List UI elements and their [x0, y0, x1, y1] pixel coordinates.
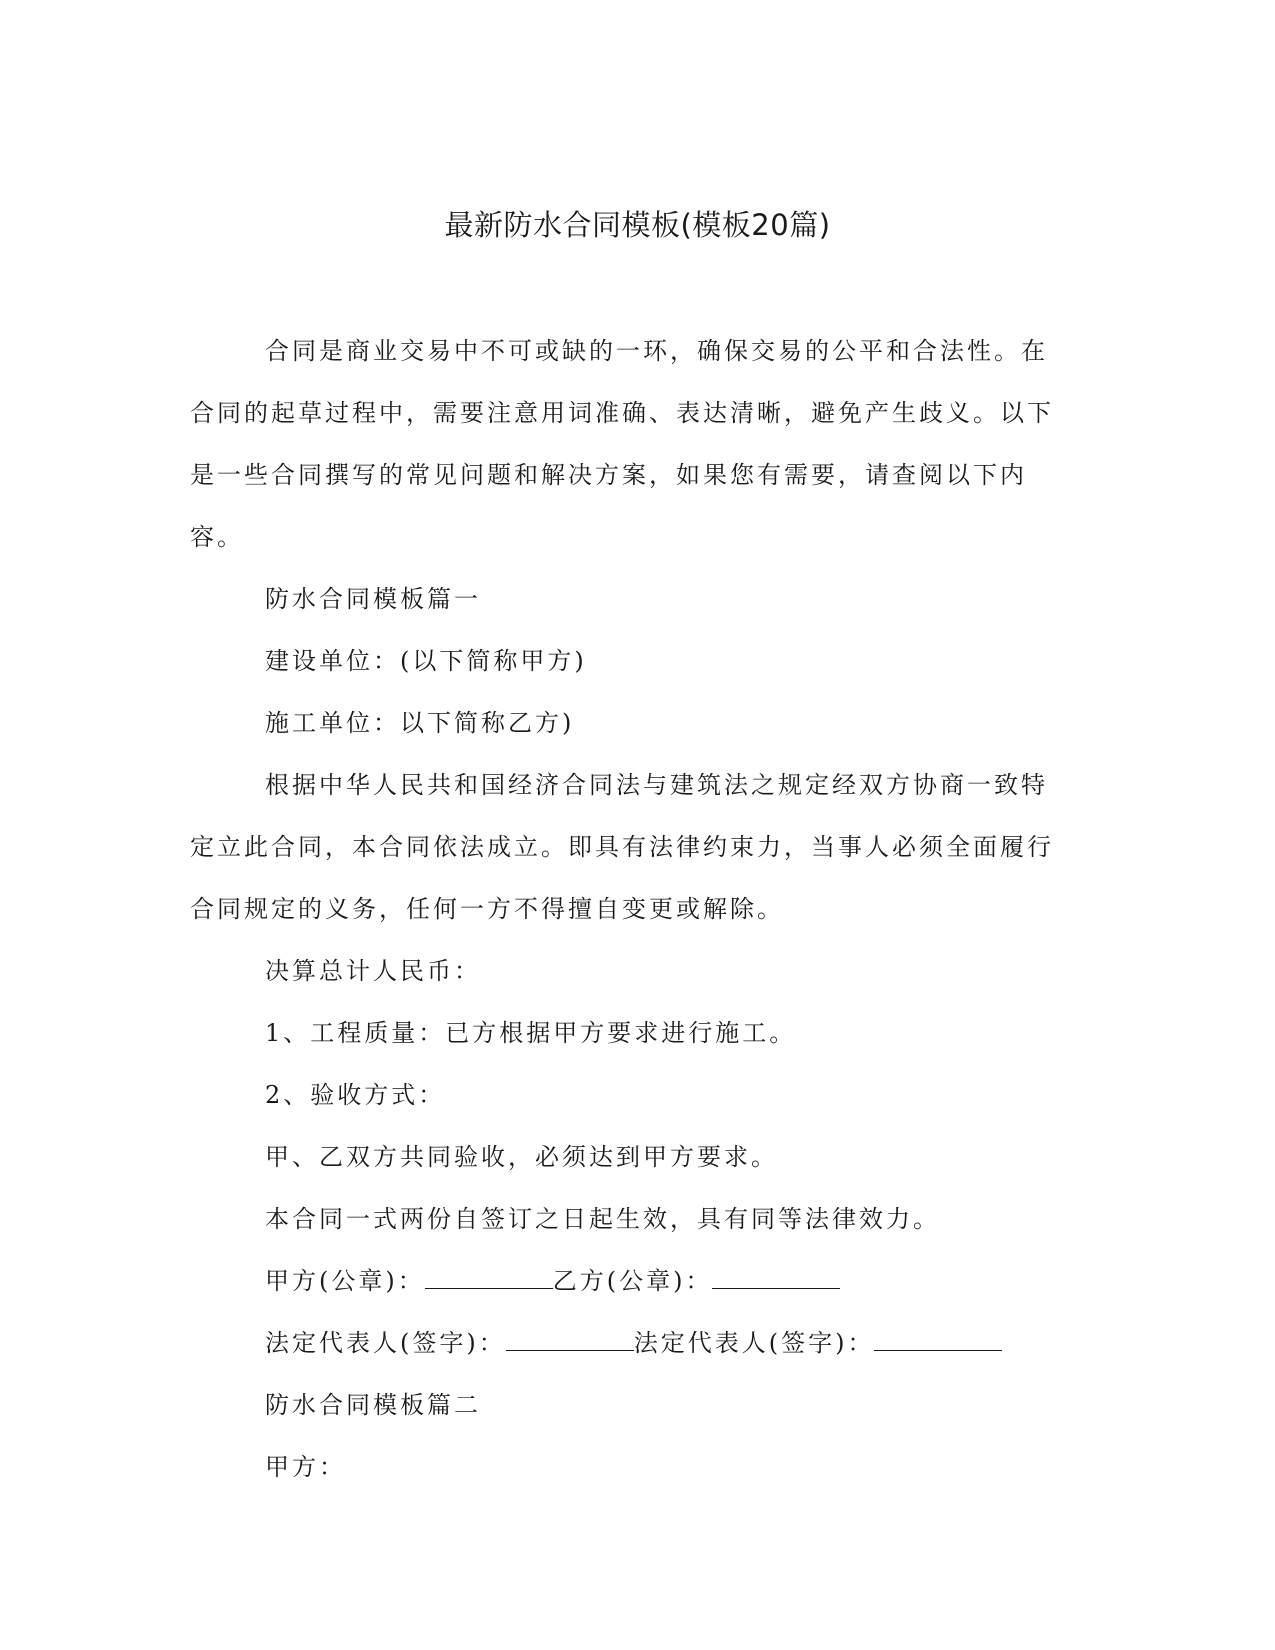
- representative-line: [190, 1312, 1070, 1374]
- party-b-seal-blank: [712, 1266, 840, 1289]
- party-a-seal-blank: [425, 1266, 553, 1289]
- party-b-rep-label: 法定代表人(签字)：: [633, 1329, 875, 1357]
- seal-line: [190, 1250, 1070, 1312]
- contractor-line: 施工单位：以下简称乙方): [265, 709, 575, 737]
- party-a-rep-label: 法定代表人(签字)：: [265, 1329, 506, 1357]
- builder-line: 建设单位：(以下简称甲方): [265, 647, 587, 675]
- party-a-seal-label: 甲方(公章)：: [265, 1267, 425, 1295]
- quality-item: 1、工程质量：已方根据甲方要求进行施工。: [265, 1019, 797, 1047]
- section-heading: 防水合同模板篇二: [265, 1391, 481, 1419]
- section-heading: 防水合同模板篇一: [265, 585, 481, 613]
- acceptance-text: 甲、乙双方共同验收，必须达到甲方要求。: [265, 1143, 778, 1171]
- party-a-rep-blank: [506, 1328, 634, 1351]
- effect-text: 本合同一式两份自签订之日起生效，具有同等法律效力。: [265, 1205, 940, 1233]
- document-title: 最新防水合同模板(模板20篇): [444, 208, 831, 242]
- party-a-line: 甲方：: [265, 1453, 346, 1481]
- party-b-seal-label: 乙方(公章)：: [552, 1267, 713, 1295]
- legal-basis-paragraph: 根据中华人民共和国经济合同法与建筑法之规定经双方协商一致特定立此合同，本合同依法成立。即具有法律约束力，当事人必须全面履行合同规定的义务，任何一方不得擅自变更或解除。: [190, 771, 1054, 923]
- document-body: [190, 320, 1070, 1498]
- intro-paragraph: 合同是商业交易中不可或缺的一环，确保交易的公平和合法性。在合同的起草过程中，需要注意用词准确、表达清晰，避免产生歧义。以下是一些合同撰写的常见问题和解决方案，如果您有需要，请查阅以下内容。: [190, 337, 1054, 551]
- acceptance-item: 2、验收方式：: [265, 1081, 446, 1109]
- settlement-line: 决算总计人民币：: [265, 957, 481, 985]
- party-b-rep-blank: [874, 1328, 1002, 1351]
